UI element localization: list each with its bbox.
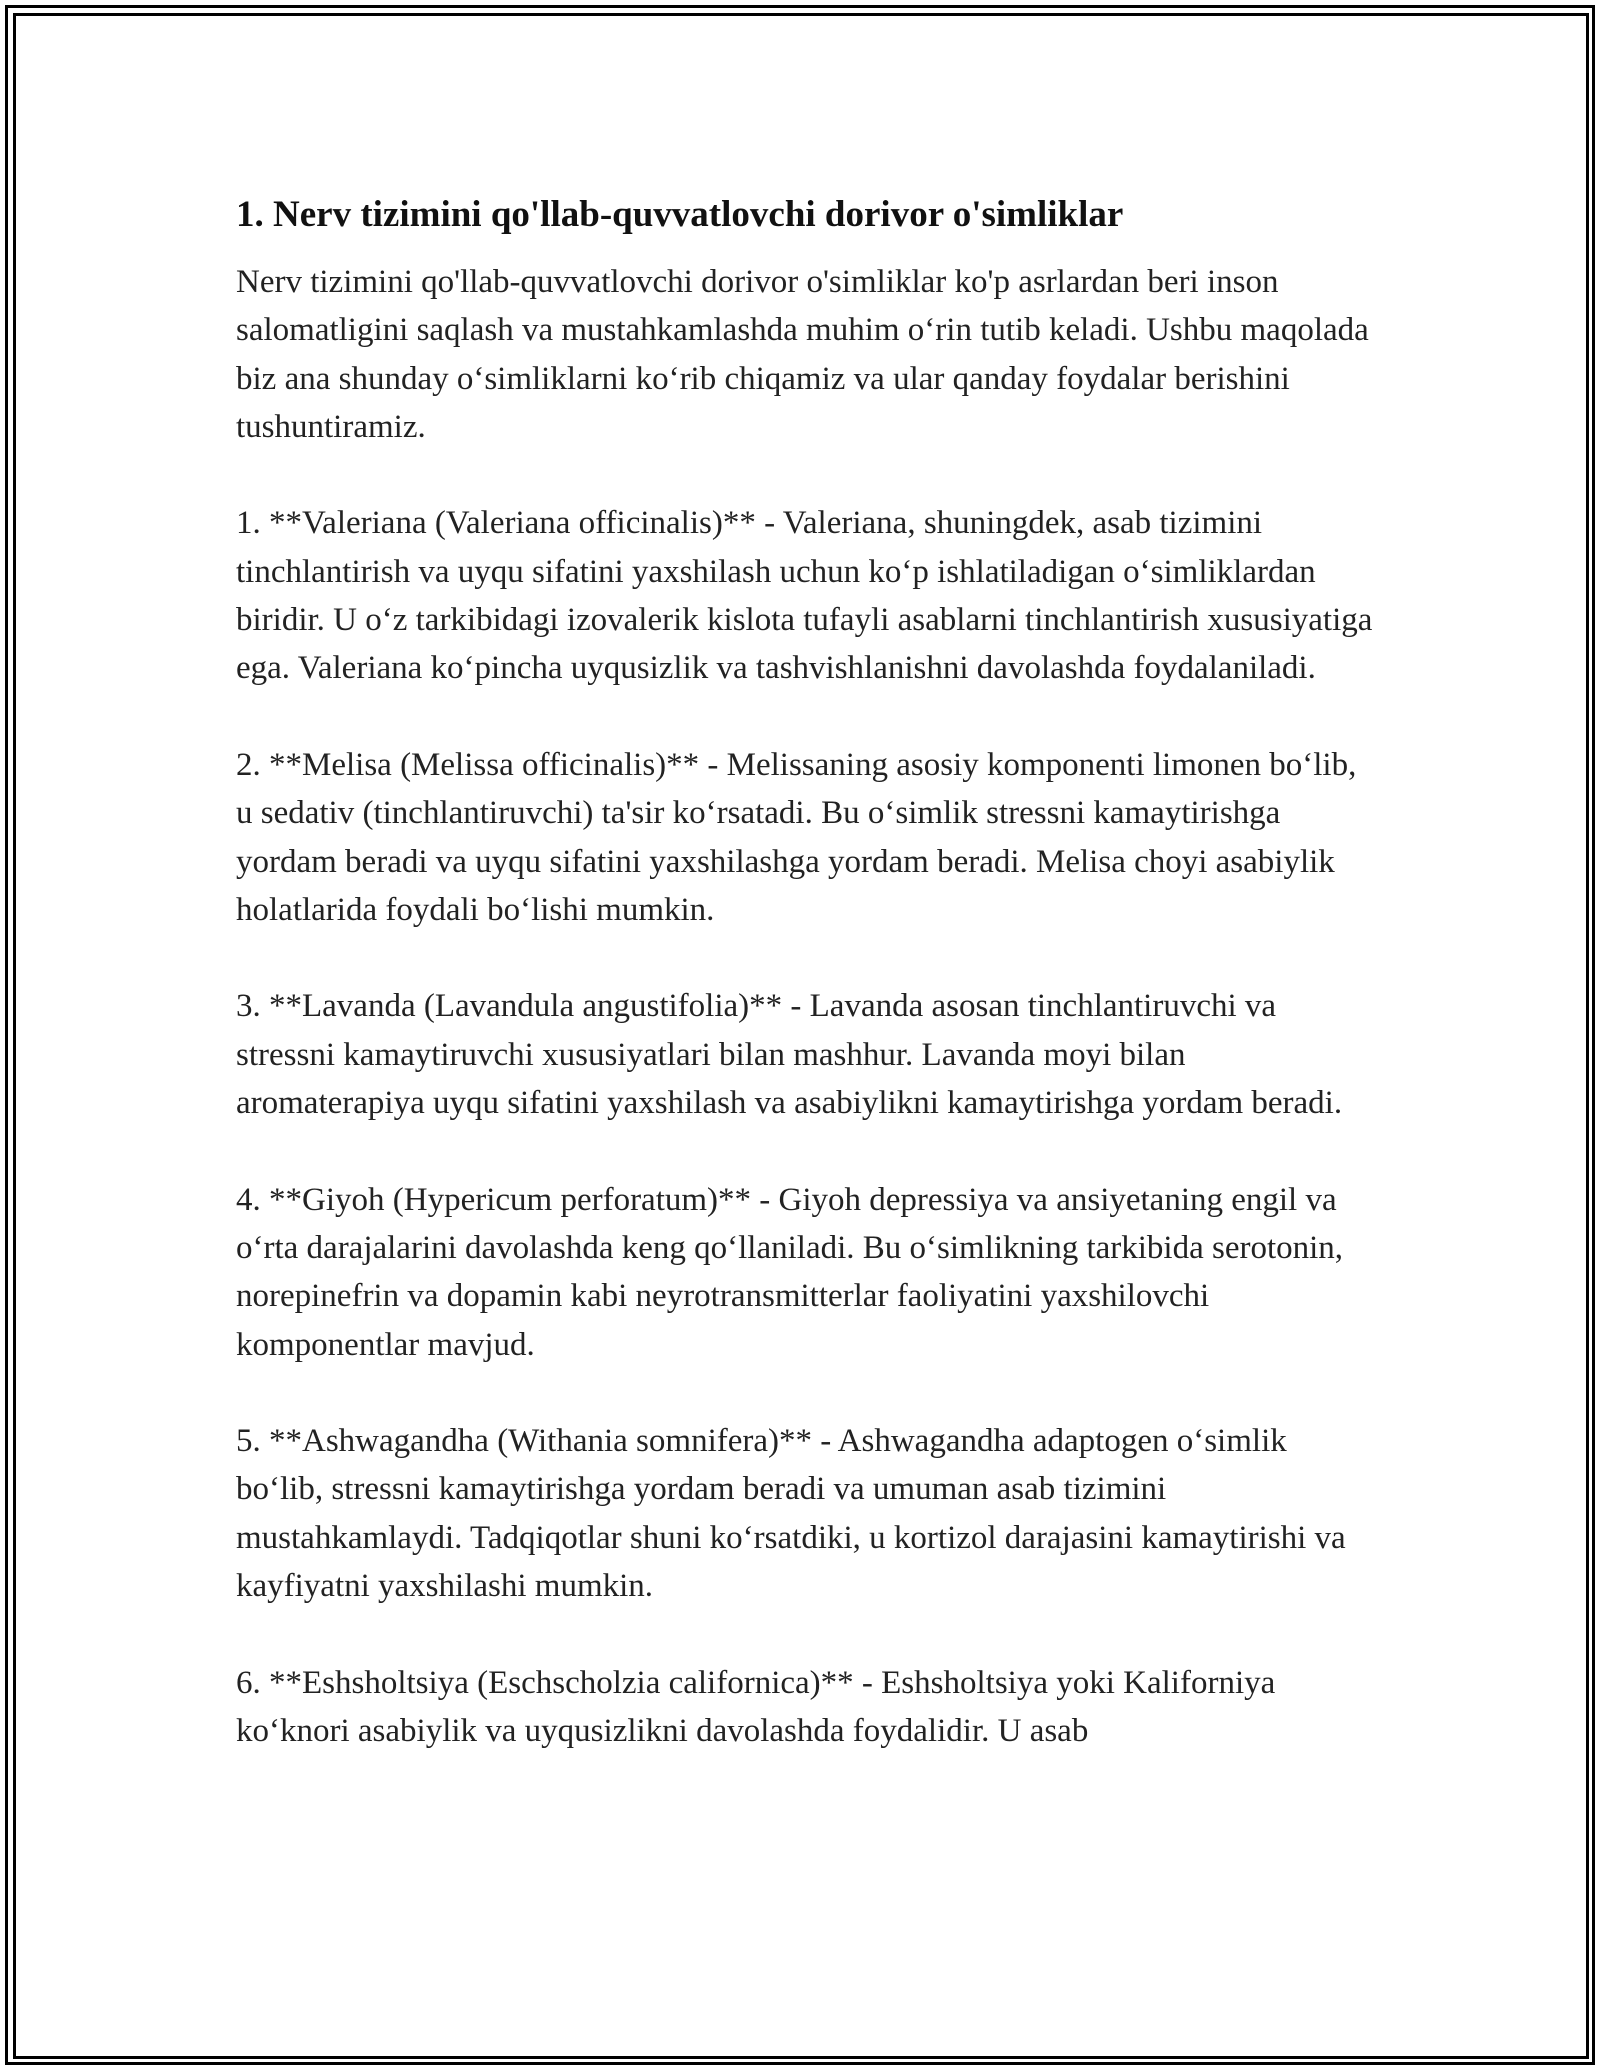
document-text	[236, 258, 1376, 1755]
list-item-eshsholtsiya: 6. **Eshsholtsiya (Eschscholzia californica)** - Eshsholtsiya yoki Kaliforniya ko‘knori asabiylik va uyqusizlikni davolashda foydalidir. U asab	[236, 1664, 1276, 1749]
list-item-lavanda: 3. **Lavanda (Lavandula angustifolia)** - Lavanda asosan tinchlantiruvchi va stressni kamaytiruvchi xususiyatlari bilan mashhur. Lavanda moyi bilan aromaterapiya uyqu sifatini yaxshilash va asabiylikni kamaytirishga yordam beradi.	[236, 988, 1343, 1122]
list-item-giyoh: 4. **Giyoh (Hypericum perforatum)** - Giyoh depressiya va ansiyetaning engil va o‘rta darajalarini davolashda keng qo‘llaniladi. Bu o‘simlikning tarkibida serotonin, norepinefrin va dopamin kabi neyrotransmitterlar faoliyatini yaxshilovchi komponentlar mavjud.	[236, 1181, 1344, 1363]
paragraph-spacer	[236, 934, 1376, 982]
intro-paragraph: Nerv tizimini qo'llab-quvvatlovchi dorivor o'simliklar ko'p asrlardan beri inson salomatligini saqlash va mustahkamlashda muhim o‘rin tutib keladi. Ushbu maqolada biz ana shunday o‘simliklarni ko‘rib chiqamiz va ular qanday foydalar berishini tushuntiramiz.	[236, 264, 1369, 445]
list-item-valeriana: 1. **Valeriana (Valeriana officinalis)** - Valeriana, shuningdek, asab tizimini tinchlantirish va uyqu sifatini yaxshilash uchun ko‘p ishlatiladigan o‘simliklardan biridir. U o‘z tarkibidagi izovalerik kislota tufayli asablarni tinchlantirish xususiyatiga ega. Valeriana ko‘pincha uyqusizlik va tashvishlanishni davolashda foydalaniladi.	[236, 505, 1373, 687]
document-body	[236, 188, 1376, 1755]
paragraph-spacer	[236, 1610, 1376, 1658]
document-title: 1. Nerv tizimini qo'llab-quvvatlovchi dorivor o'simliklar	[236, 194, 1124, 235]
paragraph-spacer	[236, 1127, 1376, 1175]
paragraph-spacer	[236, 451, 1376, 499]
list-item-ashwagandha: 5. **Ashwagandha (Withania somnifera)** - Ashwagandha adaptogen o‘simlik bo‘lib, stressni kamaytirishga yordam beradi va umuman asab tizimini mustahkamlaydi. Tadqiqotlar shuni ko‘rsatdiki, u kortizol darajasini kamaytirishi va kayfiyatni yaxshilashi mumkin.	[236, 1423, 1346, 1605]
paragraph-spacer	[236, 693, 1376, 741]
paragraph-spacer	[236, 1369, 1376, 1417]
list-item-melisa: 2. **Melisa (Melissa officinalis)** - Melissaning asosiy komponenti limonen bo‘lib, u sedativ (tinchlantiruvchi) ta'sir ko‘rsatadi. Bu o‘simlik stressni kamaytirishga yordam beradi va uyqu sifatini yaxshilashga yordam beradi. Melisa choyi asabiylik holatlarida foydali bo‘lishi mumkin.	[236, 746, 1357, 928]
